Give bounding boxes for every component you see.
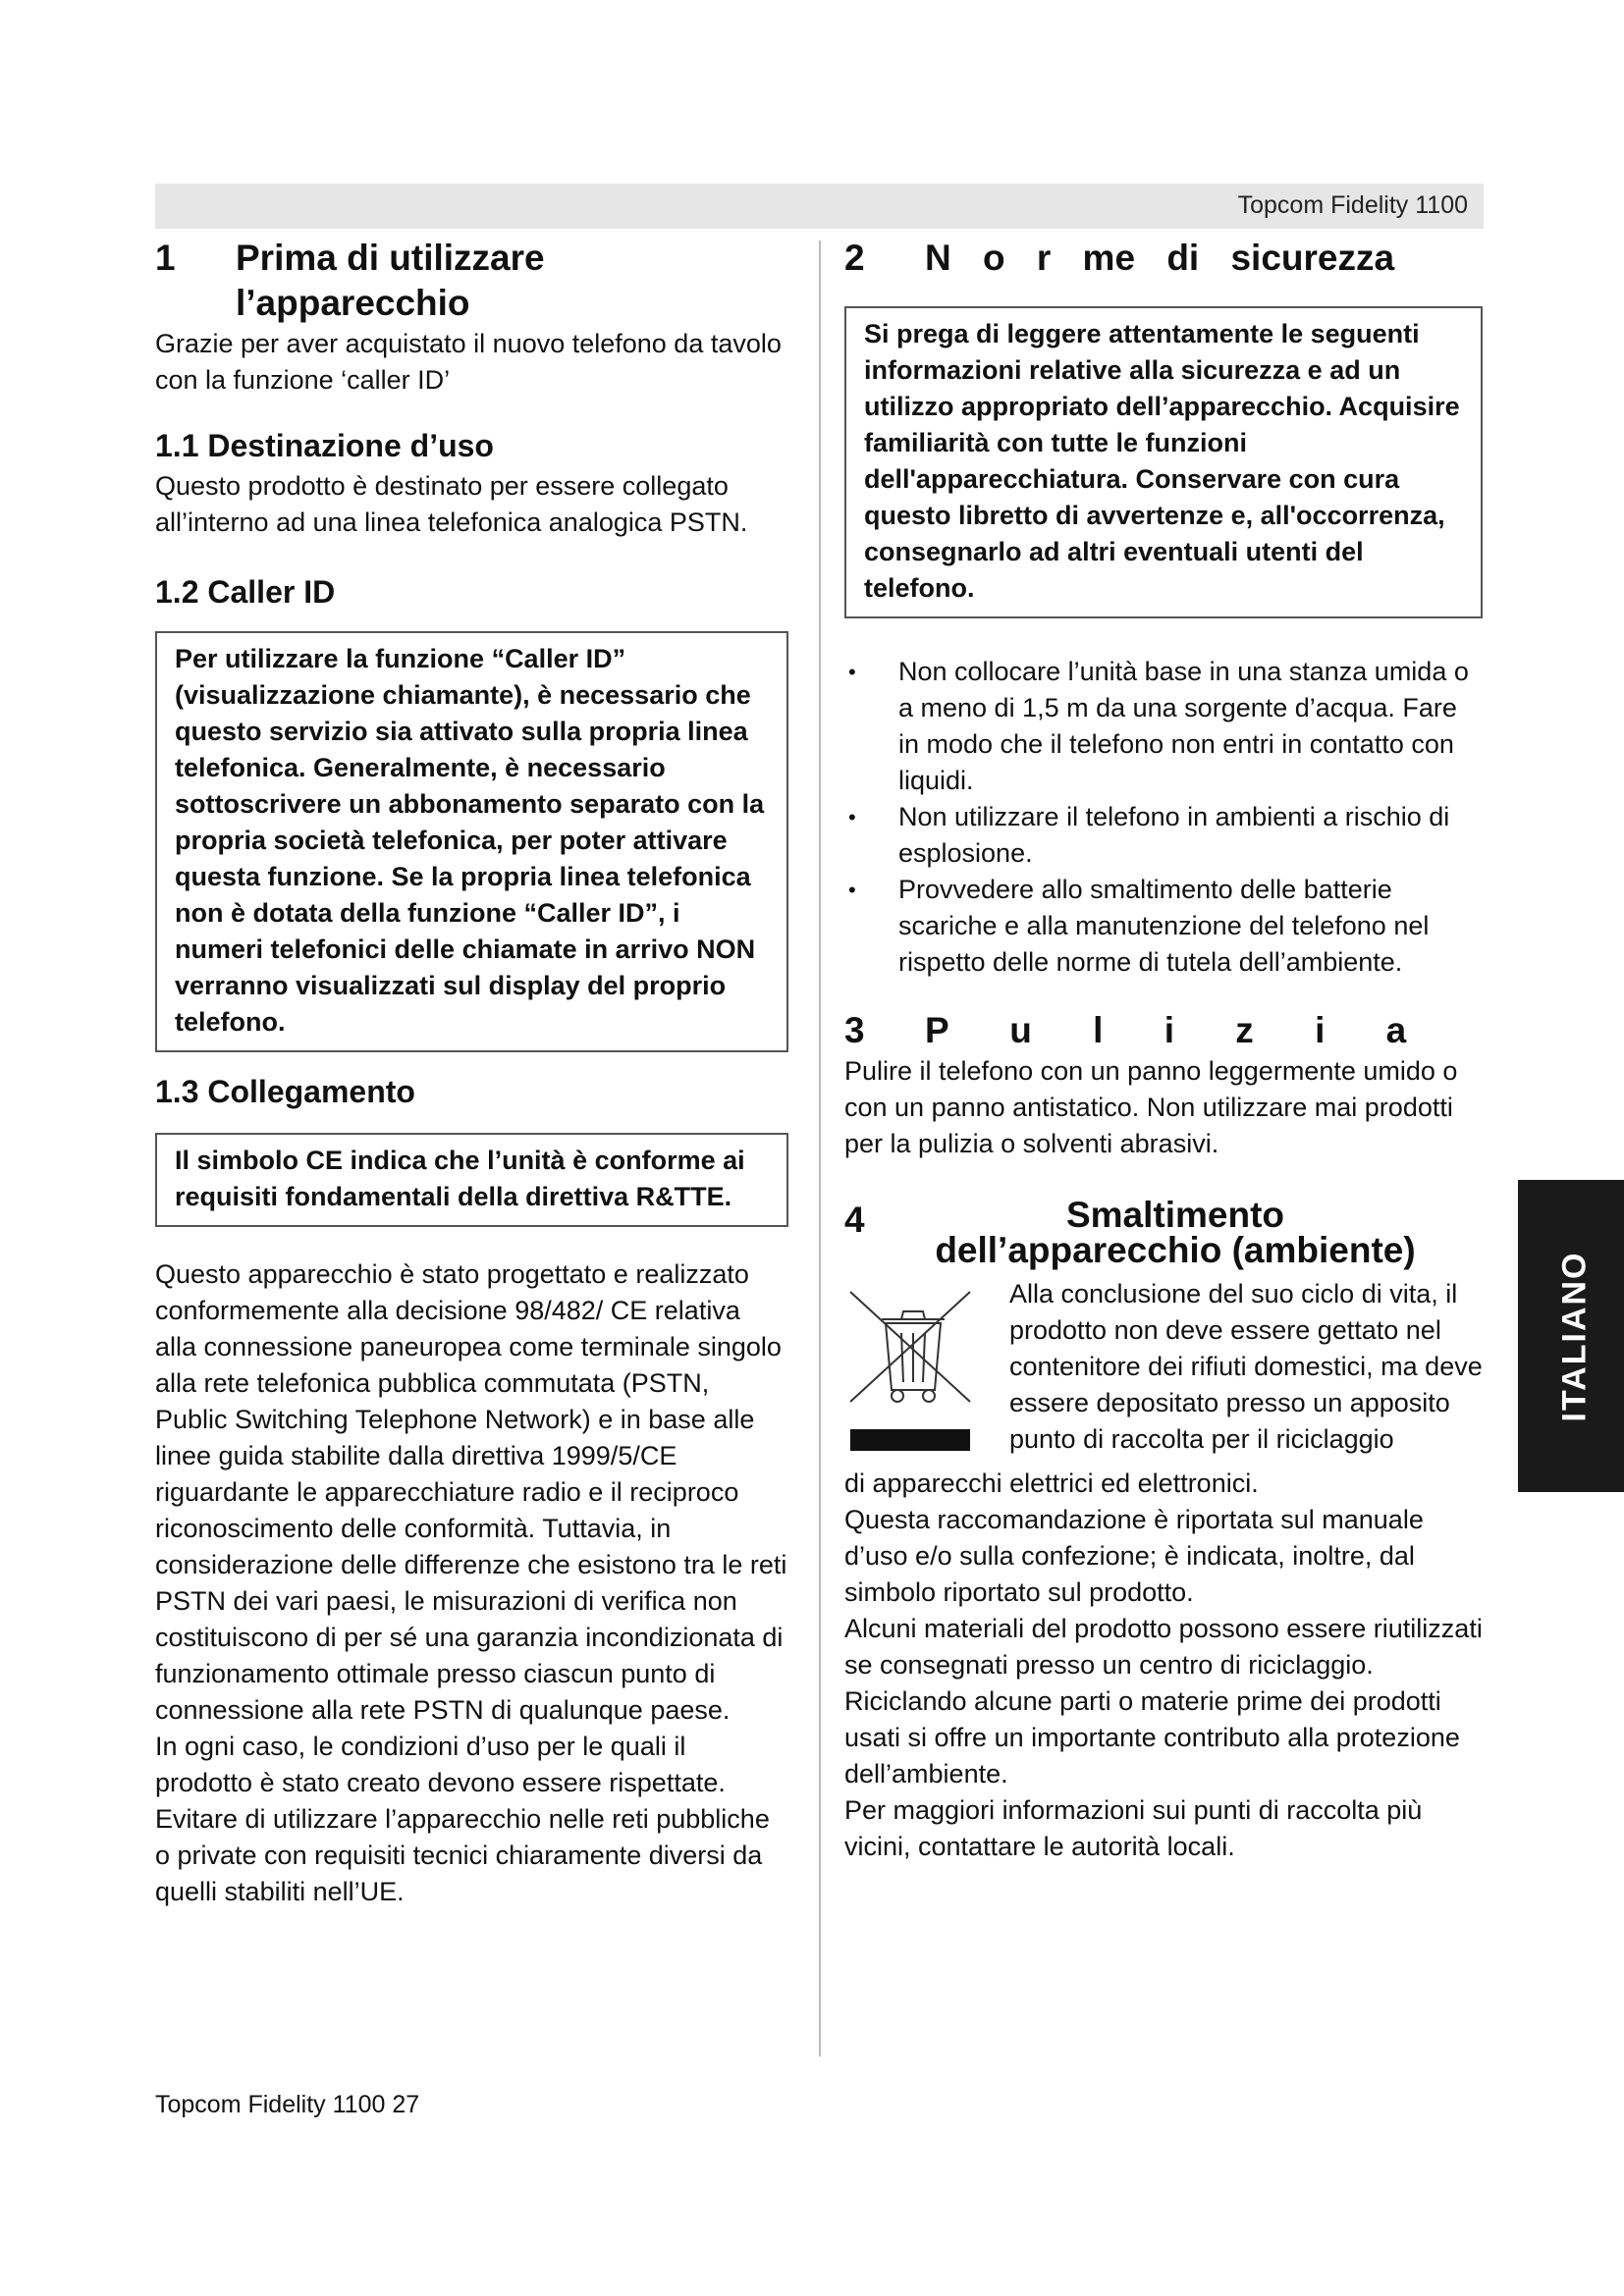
- section-1-1-text: Questo prodotto è destinato per essere collegato all’interno ad una linea telefonica analogica PSTN.: [155, 471, 748, 537]
- section-number: 1: [155, 238, 176, 278]
- ce-notice-box: Il simbolo CE indica che l’unità è conforme ai requisiti fondamentali della direttiva R&TTE.: [155, 1133, 788, 1227]
- section-4-paragraph-2: Questa raccomandazione è riportata sul manuale d’uso e/o sulla confezione; è indicata, inoltre, dal simbolo riportato sul prodotto.: [844, 1505, 1424, 1607]
- language-label: ITALIANO: [1555, 1250, 1594, 1422]
- section-2-heading: [844, 236, 1483, 281]
- column-divider: [819, 240, 821, 2056]
- list-item: • Non utilizzare il telefono in ambienti a rischio di esplosione.: [844, 799, 1483, 872]
- header-bar: [155, 184, 1484, 229]
- section-4-paragraph-3: Alcuni materiali del prodotto possono essere riutilizzati se consegnati presso un centro di riciclaggio. Riciclando alcune parti o materie prime dei prodotti usati si offre un importante contributo alla protezione dell’ambiente.: [844, 1614, 1483, 1789]
- right-column: [844, 236, 1483, 1865]
- weee-crossed-bin-icon: [844, 1276, 990, 1466]
- section-1-heading: [155, 236, 788, 326]
- left-column: [155, 236, 788, 1910]
- weee-block: [844, 1276, 1483, 1466]
- safety-notice-box: Si prega di leggere attentamente le seguenti informazioni relative alla sicurezza e ad un utilizzo appropriato dell’apparecchio. Acquisire familiarità con tutte le funzioni dell'apparecchiatura. Conservare con cura questo libretto di avvertenze e, all'occorrenza, consegnarlo ad altri eventuali utenti del telefono.: [844, 306, 1483, 618]
- section-title: Smaltimento dell’apparecchio (ambiente): [935, 1195, 1416, 1270]
- section-1-3-heading: 1.3 Collegamento: [155, 1074, 415, 1109]
- header-title: Topcom Fidelity 1100: [1237, 191, 1468, 219]
- page-footer: Topcom Fidelity 1100 27: [155, 2091, 420, 2118]
- section-title: N o r me di sicurezza: [925, 238, 1395, 278]
- section-1-intro: Grazie per aver acquistato il nuovo telefono da tavolo con la funzione ‘caller ID’: [155, 329, 782, 395]
- list-item: • Provvedere allo smaltimento delle batterie scariche e alla manutenzione del telefono nel rispetto delle norme di tutela dell’ambiente.: [844, 872, 1483, 981]
- section-number: 3: [844, 1010, 865, 1050]
- section-1-1-heading: 1.1 Destinazione d’uso: [155, 428, 494, 463]
- section-3-heading: [844, 1008, 1483, 1053]
- section-4-wrap-text: Alla conclusione del suo ciclo di vita, il prodotto non deve essere gettato nel contenitore dei rifiuti domestici, ma deve essere depositato presso un apposito punto di raccolta per il riciclaggio: [1009, 1279, 1483, 1454]
- section-4-paragraph-4: Per maggiori informazioni sui punti di raccolta più vicini, contattare le autorità locali.: [844, 1795, 1423, 1861]
- list-item: • Non collocare l’unità base in una stanza umida o a meno di 1,5 m da una sorgente d’acqua. Fare in modo che il telefono non entri in contatto con liquidi.: [844, 654, 1483, 799]
- section-title: P u l i z i a: [925, 1010, 1407, 1050]
- section-title: Prima di utilizzare l’apparecchio: [236, 238, 545, 323]
- language-side-tab: [1518, 1180, 1624, 1492]
- section-1-3-paragraph-1: Questo apparecchio è stato progettato e realizzato conformemente alla decisione 98/482/ CE relativa alla connessione paneuropea come terminale singolo alla rete telefonica pubblica commutata (PSTN, Public Switching Telephone Network) e in base alle linee guida stabilite dalla direttiva 1999/5/CE riguardante le apparecchiature radio e il reciproco riconoscimento delle conformità. Tuttavia, in considerazione delle differenze che esistono tra le reti PSTN dei vari paesi, le misurazioni di verifica non costituiscono di per sé una garanzia incondizionata di funzionamento ottimale presso ciascun punto di connessione alla rete PSTN di qualunque paese.: [155, 1259, 787, 1725]
- section-number: 2: [844, 238, 865, 278]
- safety-list: [844, 654, 1483, 981]
- section-4-heading: [844, 1195, 1483, 1270]
- section-1-2-heading: 1.2 Caller ID: [155, 574, 336, 610]
- section-number: 4: [844, 1200, 865, 1240]
- caller-id-notice-box: Per utilizzare la funzione “Caller ID” (visualizzazione chiamante), è necessario che questo servizio sia attivato sulla propria linea telefonica. Generalmente, è necessario sottoscrivere un abbonamento separato con la propria società telefonica, per poter attivare questa funzione. Se la propria linea telefonica non è dotata della funzione “Caller ID”, i numeri telefonici delle chiamate in arrivo NON verranno visualizzati sul display del proprio telefono.: [155, 631, 788, 1052]
- section-4-continuation: di apparecchi elettrici ed elettronici.: [844, 1468, 1259, 1498]
- section-1-3-paragraph-2: In ogni caso, le condizioni d’uso per le quali il prodotto è stato creato devono essere rispettate. Evitare di utilizzare l’apparecchio nelle reti pubbliche o private con requisiti tecnici chiaramente diversi da quelli stabiliti nell’UE.: [155, 1732, 770, 1906]
- section-3-text: Pulire il telefono con un panno leggermente umido o con un panno antistatico. Non utilizzare mai prodotti per la pulizia o solventi abrasivi.: [844, 1056, 1458, 1158]
